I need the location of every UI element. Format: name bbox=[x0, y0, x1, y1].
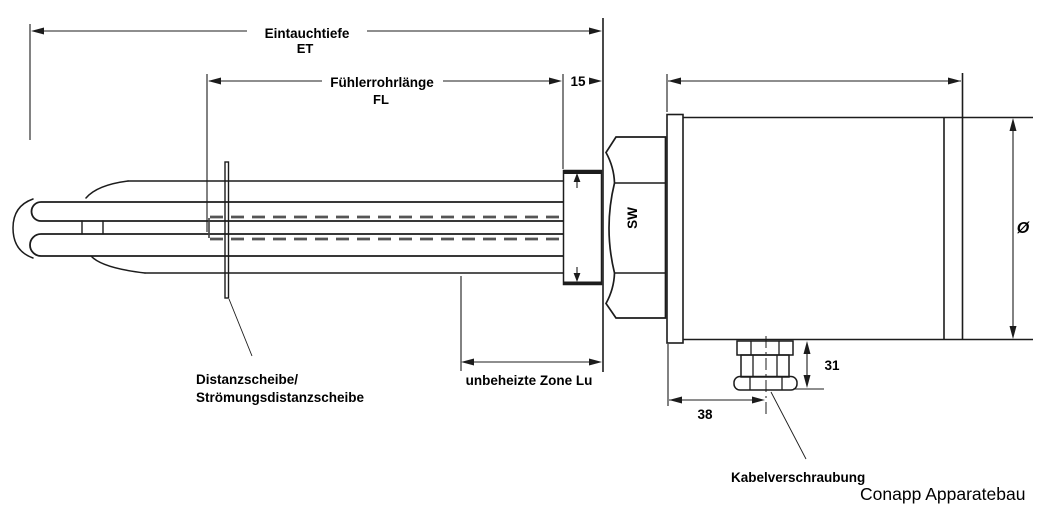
thread-bushing bbox=[564, 171, 602, 285]
label-cable-gland: Kabelverschraubung bbox=[731, 470, 866, 485]
dim-wall-gap-15 bbox=[570, 74, 602, 89]
hex-nut-sw-marking: SW bbox=[625, 207, 640, 229]
terminal-housing bbox=[667, 73, 1033, 343]
dim-label-fuehlerrohrlaenge: Fühlerrohrlänge bbox=[330, 75, 434, 90]
dim-label-eintauchtiefe: Eintauchtiefe bbox=[264, 26, 350, 41]
dim-diameter bbox=[1010, 118, 1030, 339]
dim-fuehlerrohrlaenge bbox=[207, 74, 563, 232]
dim-eintauchtiefe bbox=[30, 24, 602, 140]
dim-value-15: 15 bbox=[570, 74, 586, 89]
hex-nut bbox=[606, 137, 666, 318]
dim-value-38: 38 bbox=[697, 407, 713, 422]
label-spacer-disc bbox=[196, 372, 365, 405]
dim-abbr-fl: FL bbox=[373, 92, 389, 107]
label-spacer-disc-line2: Strömungsdistanzscheibe bbox=[196, 390, 365, 405]
dim-unheated-zone bbox=[461, 276, 602, 388]
dim-label-unheated-zone: unbeheizte Zone Lu bbox=[465, 373, 593, 388]
heating-element bbox=[13, 181, 563, 273]
spacer-disc bbox=[225, 162, 252, 356]
housing-flange bbox=[667, 115, 683, 344]
dim-abbr-et: ET bbox=[296, 41, 314, 56]
label-spacer-disc-line1: Distanzscheibe/ bbox=[196, 372, 299, 387]
brand-text: Conapp Apparatebau bbox=[860, 484, 1026, 504]
spacer-disc-leader-line bbox=[229, 299, 252, 356]
cable-gland bbox=[734, 336, 806, 459]
dim-housing-length bbox=[667, 74, 961, 112]
dim-gland-height-31 bbox=[793, 341, 840, 389]
dim-value-31: 31 bbox=[824, 358, 840, 373]
dim-symbol-diameter: Ø bbox=[1016, 220, 1030, 237]
cable-gland-leader-line bbox=[771, 392, 806, 459]
